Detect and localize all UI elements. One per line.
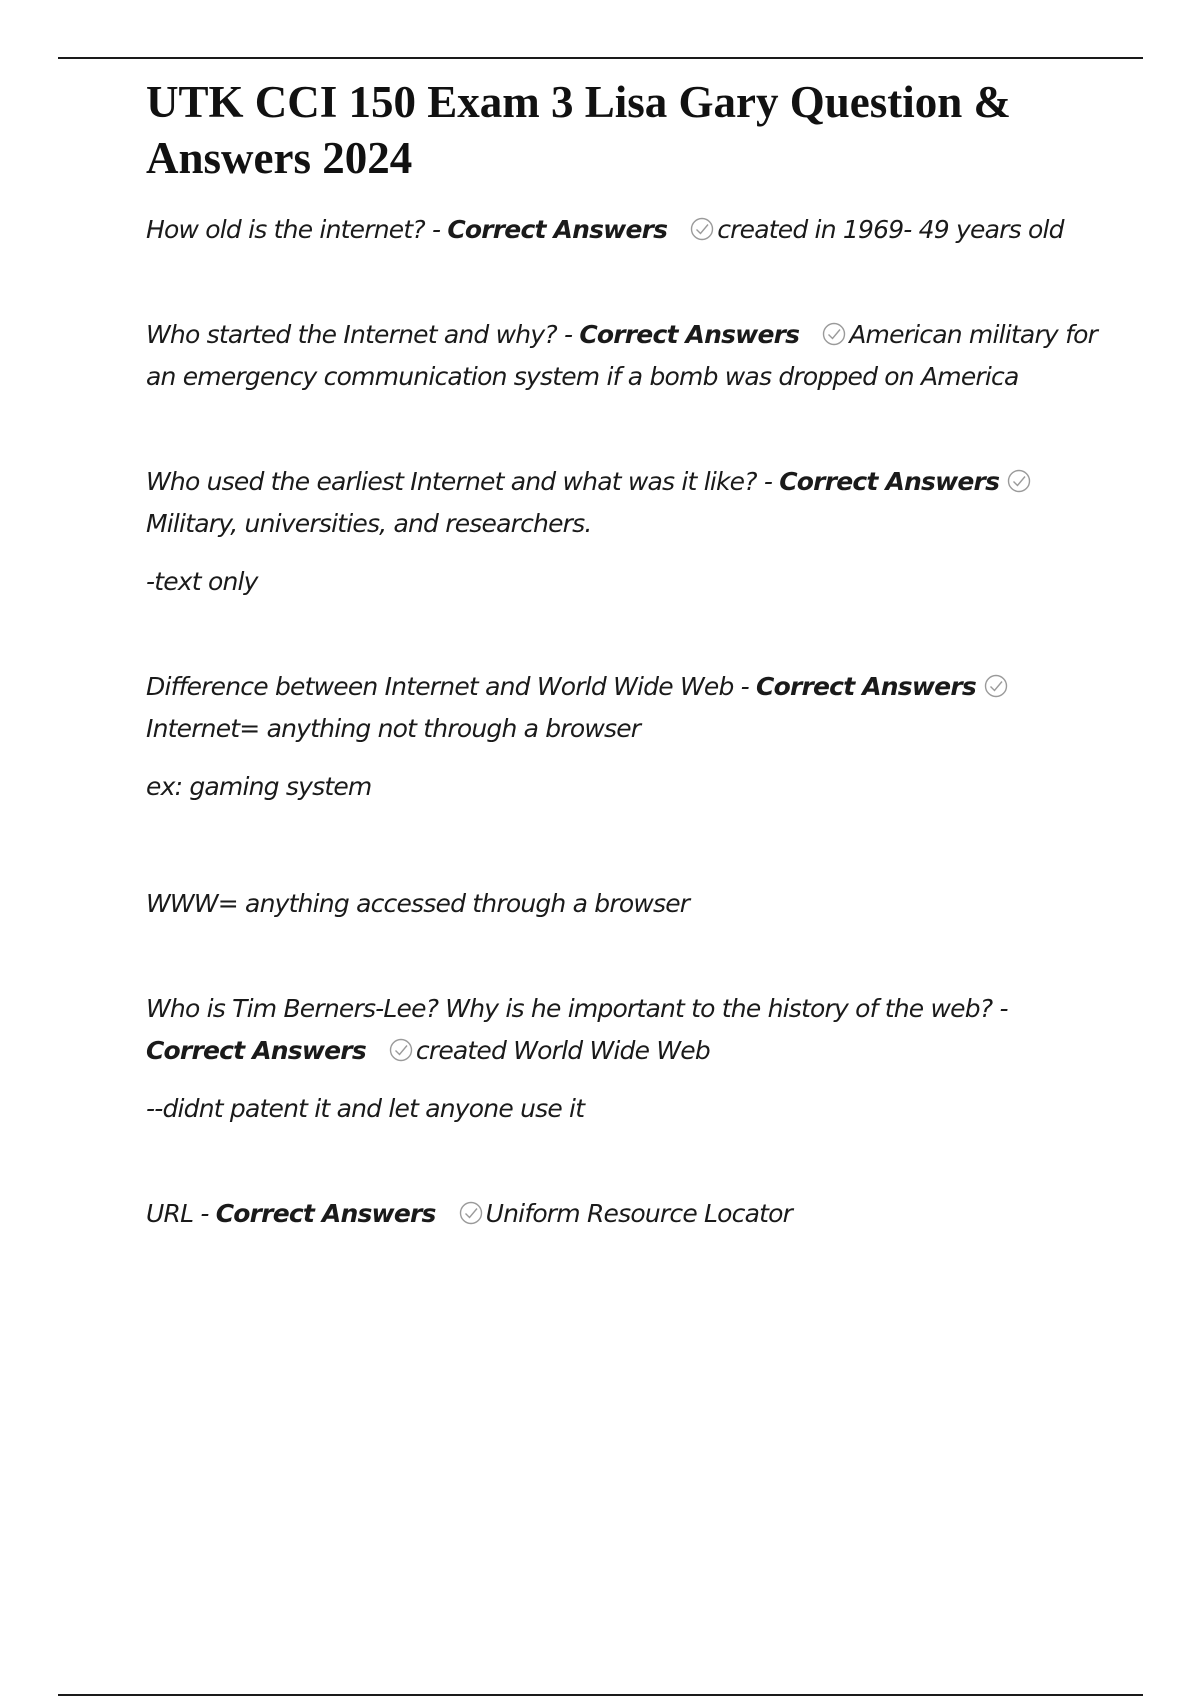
question-text: Who used the earliest Internet and what was it like? [146, 467, 757, 496]
qa-line: How old is the internet? - Correct Answers created in 1969- 49 years old [146, 215, 1064, 244]
answer-extra-line: ex: gaming system [146, 772, 372, 801]
qa-line: Difference between Internet and World Wide Web - Correct Answers Internet= anything not through a browser [146, 666, 1106, 750]
correct-answers-label: Correct Answers [779, 467, 1000, 496]
correct-answers-label: Correct Answers [215, 1199, 436, 1228]
bottom-rule [58, 1694, 1143, 1696]
question-text: Difference between Internet and World Wide Web [146, 672, 734, 701]
check-circle-icon [821, 321, 847, 347]
correct-answers-label: Correct Answers [146, 1036, 366, 1065]
answer-extra-line: --didnt patent it and let anyone use it [146, 1094, 585, 1123]
question-text: Who is Tim Berners-Lee? Why is he important to the history of the web? [146, 994, 993, 1023]
qa-content [146, 209, 1106, 1235]
check-circle-icon [388, 1037, 414, 1063]
answer-text: created World Wide Web [415, 1036, 710, 1065]
answer-text: Military, universities, and researchers. [146, 509, 592, 538]
check-circle-icon [458, 1200, 484, 1226]
qa-item [146, 666, 1106, 925]
check-circle-icon [1006, 468, 1032, 494]
answer-text: American military for an emergency communication system if a bomb was dropped on America [146, 320, 1098, 391]
qa-item [146, 988, 1106, 1130]
answer-text: Uniform Resource Locator [485, 1199, 793, 1228]
qa-line: Who started the Internet and why? - Correct Answers American military for an emergency communication system if a bomb was dropped on America [146, 320, 1098, 391]
document-title: UTK CCI 150 Exam 3 Lisa Gary Question & Answers 2024 [146, 77, 1012, 183]
qa-item [146, 314, 1106, 398]
qa-item [146, 461, 1106, 603]
qa-line: Who is Tim Berners-Lee? Why is he important to the history of the web? - Correct Answers created World Wide Web [146, 994, 1008, 1065]
question-text: How old is the internet? [146, 215, 425, 244]
check-circle-icon [689, 216, 715, 242]
answer-text: created in 1969- 49 years old [717, 215, 1064, 244]
correct-answers-label: Correct Answers [756, 672, 976, 701]
correct-answers-label: Correct Answers [579, 320, 800, 349]
answer-text: Internet= anything not through a browser [146, 714, 641, 743]
check-circle-icon [983, 673, 1009, 699]
qa-line: Who used the earliest Internet and what was it like? - Correct Answers Military, universities, and researchers. [146, 461, 1106, 545]
qa-line: URL - Correct Answers Uniform Resource Locator [146, 1199, 793, 1228]
correct-answers-label: Correct Answers [447, 215, 668, 244]
qa-item [146, 1193, 1106, 1235]
question-text: URL [146, 1199, 194, 1228]
answer-extra-line: -text only [146, 567, 258, 596]
question-text: Who started the Internet and why? [146, 320, 557, 349]
qa-item [146, 209, 1106, 251]
answer-extra-line: WWW= anything accessed through a browser [146, 889, 690, 918]
top-rule [58, 57, 1143, 59]
